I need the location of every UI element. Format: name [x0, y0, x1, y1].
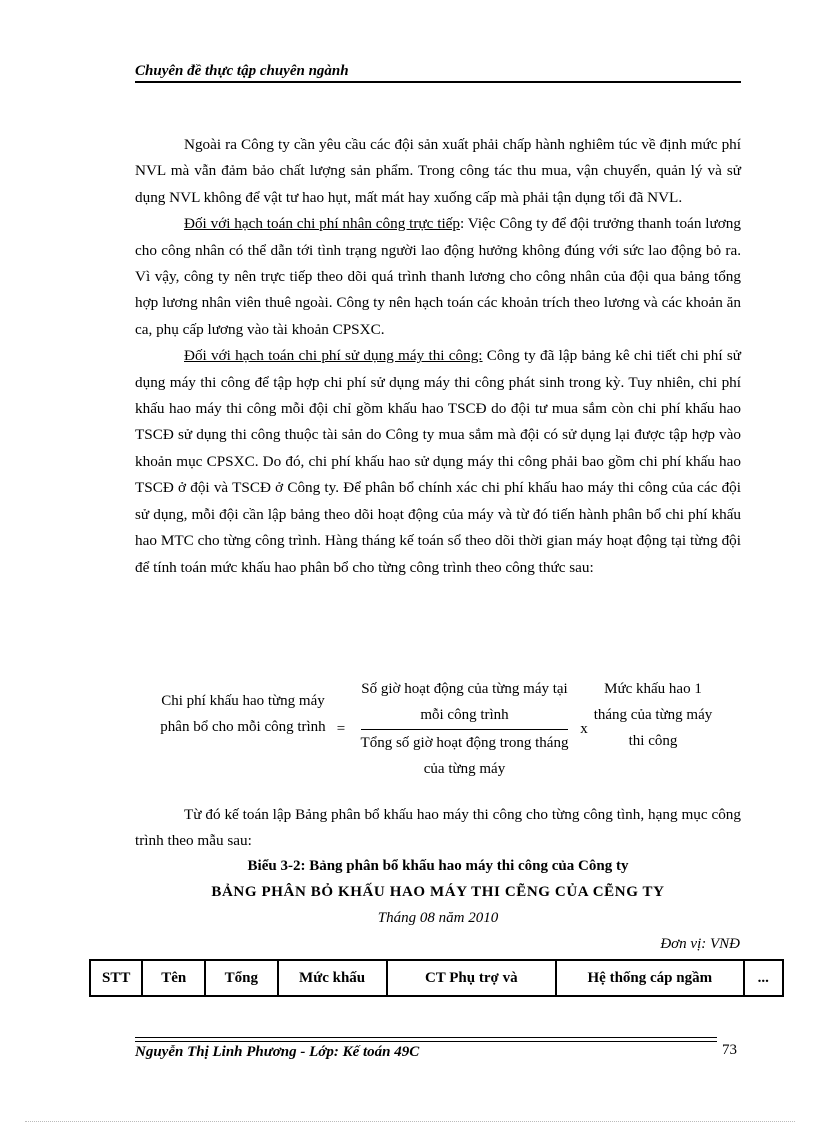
- currency-unit: Đơn vị: VNĐ: [660, 936, 740, 952]
- formula-equals-sign: =: [336, 721, 346, 737]
- labor-cost-text: : Việc Công ty để đội trưởng thanh toán lương cho công nhân có thể dẫn tới tình trạng người lao động hưởng không đúng với sức lao động bỏ ra. Vì vậy, công ty nên trực tiếp theo dõi quá trình thanh lương cho công nhân của đội qua bảng tổng hợp lương nhân viên thuê ngoài. Công ty nên hạch toán các khoản trích theo lương và các khoản ăn ca, phụ cấp lương vào tài khoản CPSXC.: [135, 215, 741, 338]
- page-header-title: Chuyên đề thực tập chuyên ngành: [135, 63, 349, 79]
- footer-divider: [135, 1041, 717, 1042]
- page-number: 73: [722, 1042, 737, 1058]
- paragraph-materials: Ngoài ra Công ty cần yêu cầu các đội sản xuất phải chấp hành nghiêm túc về định mức phí NVL mà vẫn đảm bảo chất lượng sản phẩm. Trong công tác thu mua, vận chuyển, quản lý và sử dụng NVL không để vật tư hao hụt, mất mát hay xuống cấp mà phải tận dụng tối đã NVL.: [135, 136, 741, 206]
- table-period: Tháng 08 năm 2010: [377, 910, 499, 926]
- table-header-cell: Tổng: [205, 960, 278, 996]
- body-text: [135, 132, 741, 581]
- table-header-cell: CT Phụ trợ và: [387, 960, 556, 996]
- paragraph-labor-cost: [135, 211, 741, 343]
- formula-left-term: Chi phí khấu hao từng máy phân bổ cho mỗi công trình: [160, 693, 326, 735]
- table-header-row: [90, 960, 783, 996]
- footer-author: Nguyễn Thị Linh Phương - Lớp: Kế toán 49C: [135, 1044, 420, 1060]
- table-header-cell: Hệ thống cáp ngầm: [556, 960, 744, 996]
- paragraph-machine-cost: [135, 343, 741, 581]
- footer-divider: [135, 1037, 717, 1038]
- table-title: BẢNG PHÂN BỎ KHẤU HAO MÁY THI CẼNG CỦA CẼNG TY: [211, 884, 665, 900]
- machine-cost-text: Công ty đã lập bảng kê chi tiết chi phí sử dụng máy thi công để tập hợp chi phí sử dụng máy thi công phát sinh trong kỳ. Tuy nhiên, chi phí khấu hao máy thi công mỗi đội chỉ gồm khấu hao TSCĐ do đội tư mua sắm còn chi phí khấu hao TSCĐ sử dụng thi công thuộc tài sản do Công ty mua sắm mà đội có sử dụng lại được tập hợp vào khoản mục CPSXC. Do đó, chi phí khấu hao sử dụng máy thi công phải bao gồm chi phí khấu hao TSCĐ ở đội và TSCĐ ở Công ty. Để phân bổ chính xác chi phí khấu hao máy thi công của các đội sử dụng, mỗi đội cần lập bảng theo dõi hoạt động của máy và từ đó tiến hành phân bổ chi phí khấu hao MTC cho từng công trình. Hàng tháng kế toán sổ theo dõi thời gian máy hoạt động tại từng đội để tính toán mức khấu hao phân bổ cho từng công trình theo công thức sau:: [135, 347, 741, 576]
- formula-fraction: [357, 676, 572, 782]
- table-header-cell: ...: [744, 960, 783, 996]
- paragraph-allocation-table: Từ đó kế toán lập Bảng phân bổ khấu hao máy thi công cho từng công tình, hạng mục công trình theo mẫu sau:: [135, 806, 741, 850]
- formula-denominator: Tổng số giờ hoạt động trong tháng của từng máy: [360, 735, 569, 777]
- table-header-cell: Tên: [142, 960, 205, 996]
- page-edge-divider: [25, 1121, 795, 1122]
- formula-right-term: Mức khấu hao 1 tháng của từng máy thi công: [593, 681, 713, 749]
- depreciation-formula: [135, 676, 741, 782]
- machine-cost-heading: Đối với hạch toán chi phí sử dụng máy thi công:: [184, 347, 483, 365]
- labor-cost-heading: Đối với hạch toán chi phí nhân công trực tiếp: [184, 215, 460, 233]
- table-caption-label: Biểu 3-2: Bảng phân bổ khấu hao máy thi công của Công ty: [247, 858, 629, 874]
- table-header-cell: STT: [90, 960, 142, 996]
- allocation-table: [89, 959, 784, 997]
- formula-times-sign: x: [580, 721, 588, 737]
- header-divider: [135, 81, 741, 83]
- formula-numerator: Số giờ hoạt động của từng máy tại mỗi công trình: [361, 681, 568, 723]
- after-formula-text: [135, 802, 741, 855]
- table-header-cell: Mức khấu: [278, 960, 387, 996]
